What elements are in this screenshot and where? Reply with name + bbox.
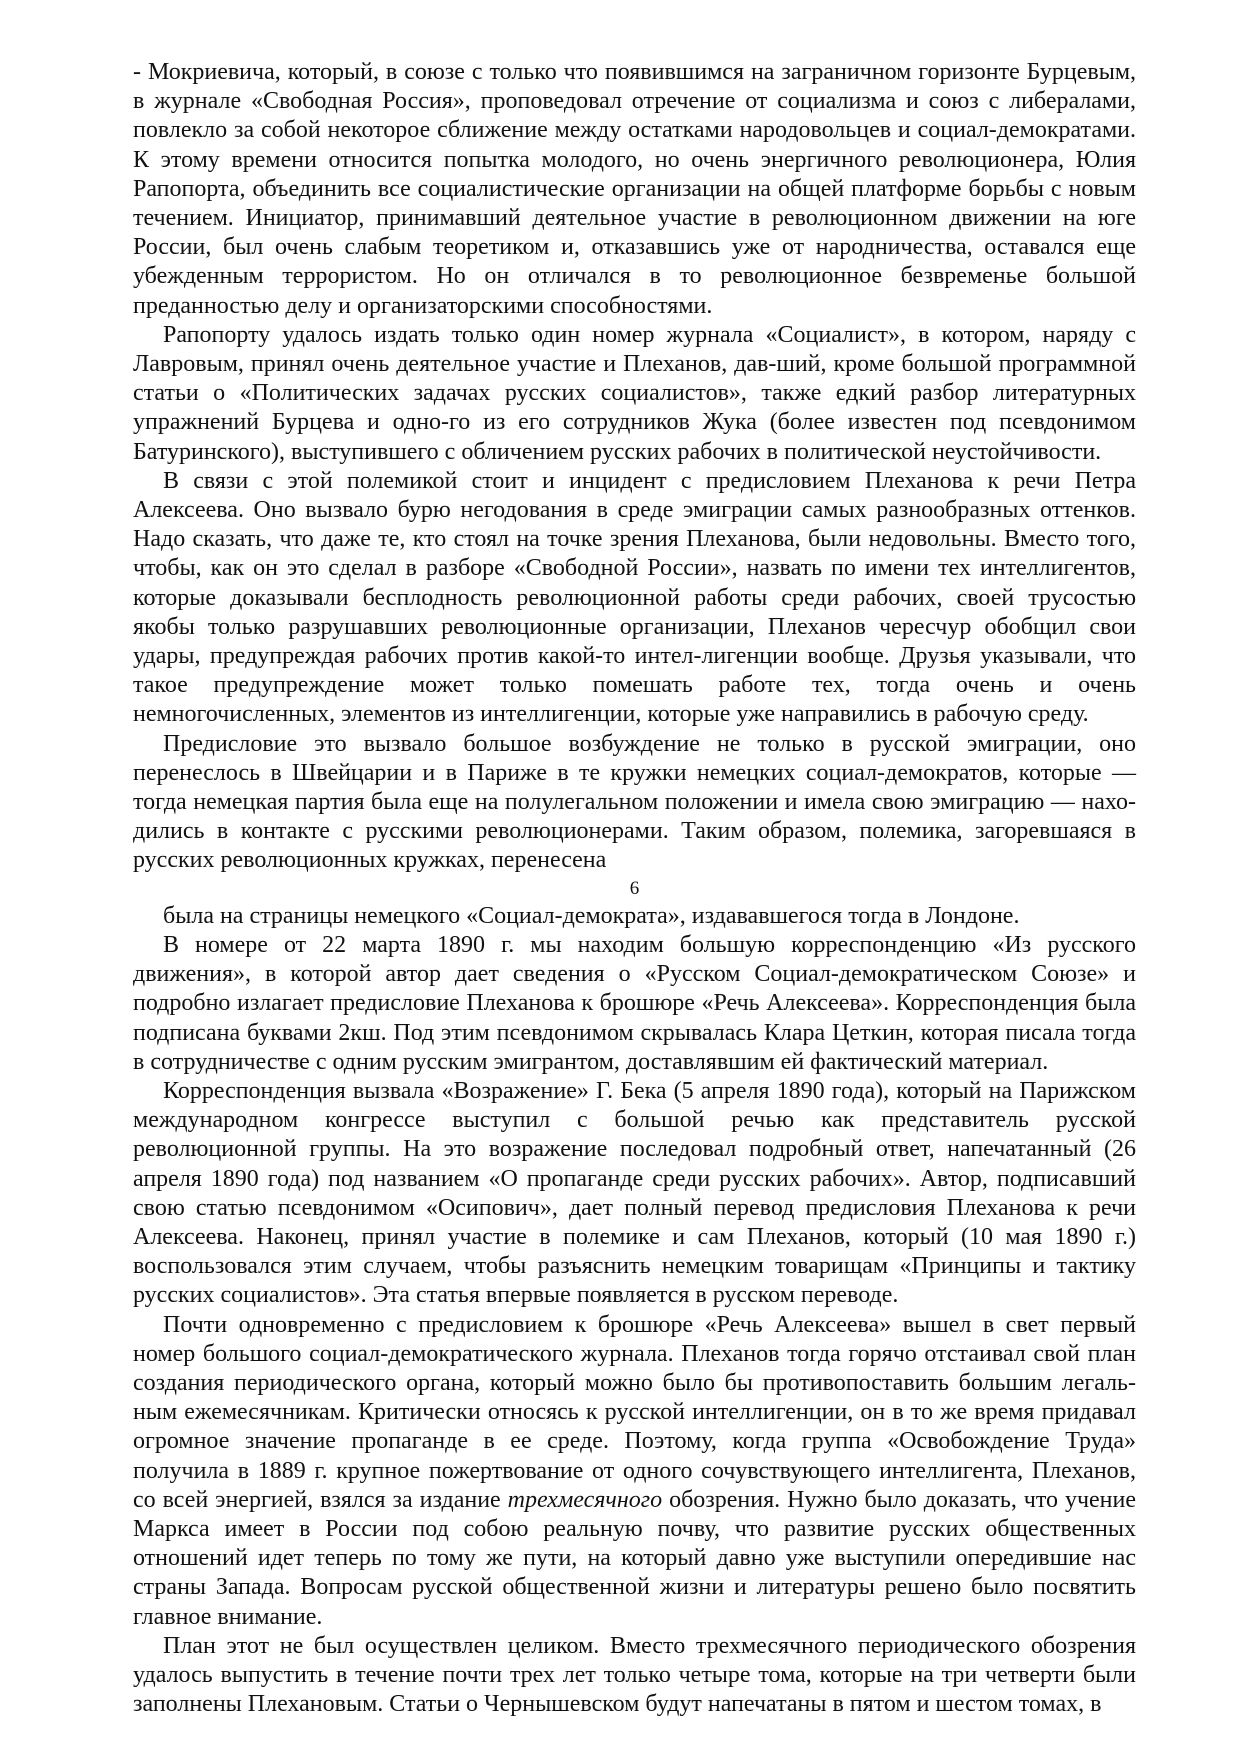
paragraph-2: Рапопорту удалось издать только один номер журнала «Социалист», в котором, наряду с Лавровым, принял очень деятельное участие и Плеханов, дав-ший, кроме большой программной статьи о «Политических задачах русских социалистов», также едкий разбор литературных упражнений Бурцева и одно-го из его сотрудников Жука (более известен под псевдонимом Батуринского), выступившего с обличением русских рабочих в политической неустойчивости. bbox=[133, 321, 1136, 465]
paragraph-9: План этот не был осуществлен целиком. Вместо трехмесячного периодического обозрения удалось выпустить в течение почти трех лет только четыре тома, которые на три четверти были заполнены Плехановым. Статьи о Чернышевском будут напечатаны в пятом и шестом томах, в bbox=[133, 1632, 1136, 1718]
paragraph-8-text-before: Почти одновременно с предисловием к брошюре «Речь Алексеева» вышел в свет первый номер большого социал-демократического журнала. Плеханов тогда горячо отстаивал свой план создания периодического органа, который можно было бы противопоставить большим легаль-ным ежемесячникам. Критически относясь к русской интеллигенции, он в то же время придавал огромное значение пропаганде в ее среде. Поэтому, когда группа «Освобождение Труда» получила в 1889 г. крупное пожертвование от одного сочувствующего интеллигента, Плеханов, со всей энергией, взялся за издание bbox=[133, 1311, 1136, 1513]
paragraph-8-text-after: обозрения. Нужно было доказать, что учение Маркса имеет в России под собою реальную почву, что развитие русских общественных отношений идет теперь по тому же пути, на который давно уже выступили опередившие нас страны Запада. Вопросам русской общественной жизни и литературы решено было посвятить главное внимание. bbox=[133, 1486, 1136, 1630]
paragraph-5: была на страницы немецкого «Социал-демократа», издававшегося тогда в Лондоне. bbox=[163, 902, 1020, 929]
paragraph-3: В связи с этой полемикой стоит и инцидент с предисловием Плеханова к речи Петра Алексеева. Оно вызвало бурю негодования в среде эмиграции самых разнообразных оттенков. Надо сказать, что даже те, кто стоял на точке зрения Плеханова, были недовольны. Вместо того, чтобы, как он это сделал в разборе «Свободной России», назвать по имени тех интеллигентов, которые доказывали бесплодность революционной работы среди рабочих, своей трусостью якобы только разрушавших революционные организации, Плеханов чересчур обобщил свои удары, предупреждая рабочих против какой-то интел-лигенции вообще. Друзья указывали, что такое предупреждение может только помешать работе тех, тогда очень и очень немногочисленных, элементов из интеллигенции, которые уже направились в рабочую среду. bbox=[133, 467, 1136, 728]
paragraph-8 bbox=[133, 1311, 1136, 1632]
paragraph-6: В номере от 22 марта 1890 г. мы находим большую корреспонденцию «Из русского движения», в которой автор дает сведения о «Русском Социал-демократическом Союзе» и подробно излагает предисловие Плеханова к брошюре «Речь Алексеева». Корреспонденция была подписана буквами 2кш. Под этим псевдонимом скрывалась Клара Цеткин, которая писала тогда в сотрудничестве с одним русским эмигрантом, доставлявшим ей фактический материал. bbox=[133, 931, 1136, 1075]
paragraph-8-italic-term: трехмесячного bbox=[507, 1486, 663, 1513]
paragraph-4: Предисловие это вызвало большое возбуждение не только в русской эмиграции, оно перенеслось в Швейцарии и в Париже в те кружки немецких социал-демократов, которые — тогда немецкая партия была еще на полулегальном положении и имела свою эмиграцию — нахо-дились в контакте с русскими революционерами. Таким образом, полемика, загоревшаяся в русских революционных кружках, перенесена bbox=[133, 730, 1136, 874]
document-page bbox=[133, 58, 1136, 1719]
paragraph-1: - Мокриевича, который, в союзе с только что появившимся на заграничном горизонте Бурцевым, в журнале «Свободная Россия», проповедовал отречение от социализма и союз с либералами, повлекло за собой некоторое сближение между остатками народовольцев и социал-демократами. К этому времени относится попытка молодого, но очень энергичного революционера, Юлия Рапопорта, объединить все социалистические организации на общей платформе борьбы с новым течением. Инициатор, принимавший деятельное участие в революционном движении на юге России, был очень слабым теоретиком и, отказавшись уже от народничества, оставался еще убежденным террористом. Но он отличался в то революционное безвременье большой преданностью делу и организаторскими способностями. bbox=[133, 59, 1136, 319]
paragraph-7: Корреспонденция вызвала «Возражение» Г. Бека (5 апреля 1890 года), который на Парижском международном конгрессе выступил с большой речью как представитель русской революционной группы. На это возражение последовал подробный ответ, напечатанный (26 апреля 1890 года) под названием «О пропаганде среди русских рабочих». Автор, подписавший свою статью псевдонимом «Осипович», дает полный перевод предисловия Плеханова к речи Алексеева. Наконец, принял участие в полемике и сам Плеханов, который (10 мая 1890 г.) воспользовался этим случаем, чтобы разъяснить немецким товарищам «Принципы и тактику русских социалистов». Эта статья впервые появляется в русском переводе. bbox=[133, 1077, 1136, 1309]
page-number: 6 bbox=[629, 877, 640, 899]
